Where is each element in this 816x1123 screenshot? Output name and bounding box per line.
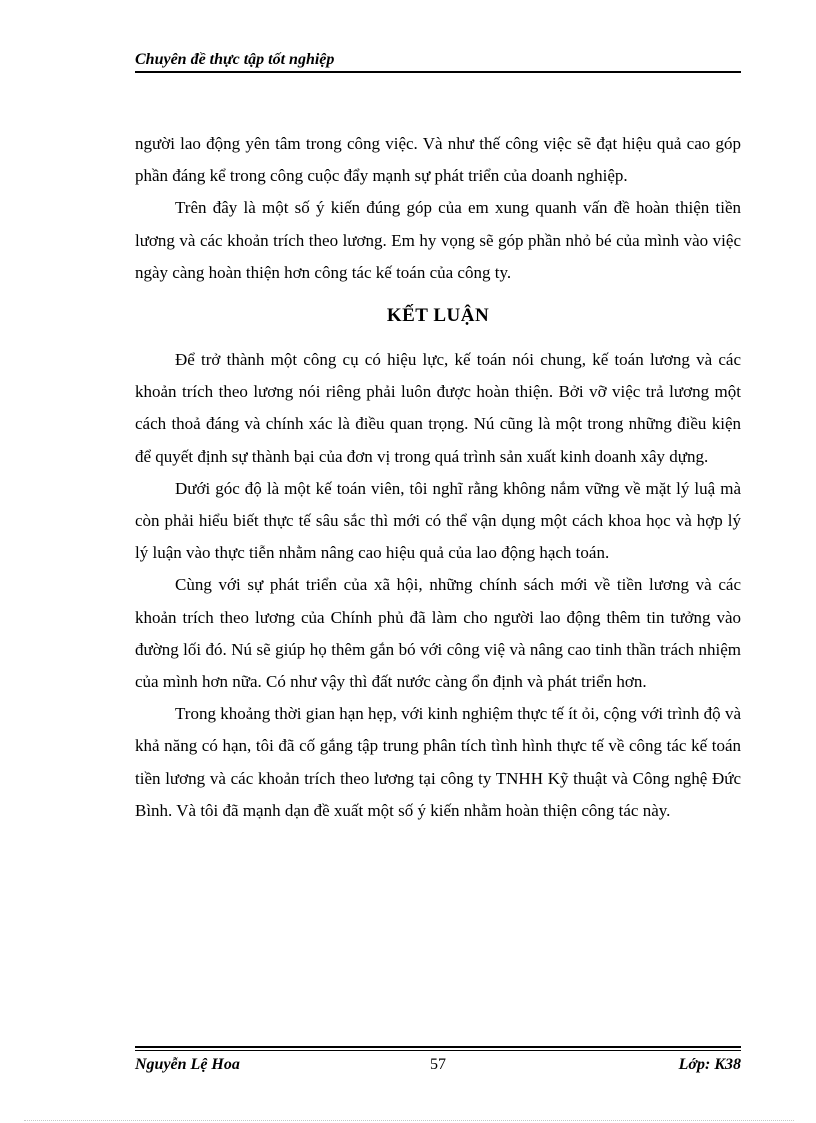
footer-author: Nguyễn Lệ Hoa [135, 1056, 240, 1073]
conclusion-heading: KẾT LUẬN [386, 305, 490, 327]
page-footer [135, 1046, 741, 1075]
footer-class: Lớp: K38 [678, 1056, 741, 1073]
conclusion-paragraph-1: Để trở thành một công cụ có hiệu lực, kế toán nói chung, kế toán lương và các khoản trích theo lương nói riêng phải luôn được hoàn thiện. Bởi vỡ việc trả lương một cách thoả đáng và chính xác là điều quan trọng. Nú cũng là một trong những điều kiện để quyết định sự thành bại của đơn vị trong quá trình sản xuất kinh doanh xây dựng. [135, 350, 741, 466]
intro-paragraph-1: người lao động yên tâm trong công việc. Và như thế công việc sẽ đạt hiệu quả cao góp phần đáng kể trong công cuộc đẩy mạnh sự phát triển của doanh nghiệp. [135, 134, 741, 186]
page-header [135, 50, 741, 73]
header-title: Chuyên đề thực tập tốt nghiệp [135, 51, 335, 68]
conclusion-paragraph-2: Dưới góc độ là một kế toán viên, tôi nghĩ rằng không nắm vững về mặt lý luậ mà còn phải hiểu biết thực tế sâu sắc thì mới có thể vận dụng một cách khoa học và hợp lý lý luận vào thực tiễn nhằm nâng cao hiệu quả của lao động hạch toán. [135, 478, 741, 563]
page-number: 57 [430, 1056, 446, 1073]
conclusion-paragraph-3: Cùng với sự phát triển của xã hội, những chính sách mới về tiền lương và các khoản trích theo lương của Chính phủ đã làm cho người lao động thêm tin tưởng vào đường lối đó. Nú sẽ giúp họ thêm gắn bó với công việ và nâng cao tinh thần trách nhiệm của mình hơn nữa. Có như vậy thì đất nước càng ổn định và phát triển hơn. [135, 575, 741, 692]
footer-row [135, 1055, 741, 1075]
footer-rule-thin [135, 1050, 741, 1051]
document-body [135, 128, 741, 827]
page-edge-divider [24, 1120, 794, 1121]
conclusion-paragraph-4: Trong khoảng thời gian hạn hẹp, với kinh nghiệm thực tế ít ỏi, cộng với trình độ và khả năng có hạn, tôi đã cố gắng tập trung phân tích tình hình thực tế về công tác kế toán tiền lương và các khoản trích theo lương tại công ty TNHH Kỹ thuật và Công nghệ Đức Bình. Và tôi đã mạnh dạn đề xuất một số ý kiến nhằm hoàn thiện công tác này. [135, 704, 741, 820]
header-rule [135, 71, 741, 73]
intro-paragraph-2: Trên đây là một số ý kiến đúng góp của em xung quanh vấn đề hoàn thiện tiền lương và các khoản trích theo lương. Em hy vọng sẽ góp phần nhỏ bé của mình vào việc ngày càng hoàn thiện hơn công tác kế toán của công ty. [135, 198, 741, 282]
footer-rule-thick [135, 1046, 741, 1048]
